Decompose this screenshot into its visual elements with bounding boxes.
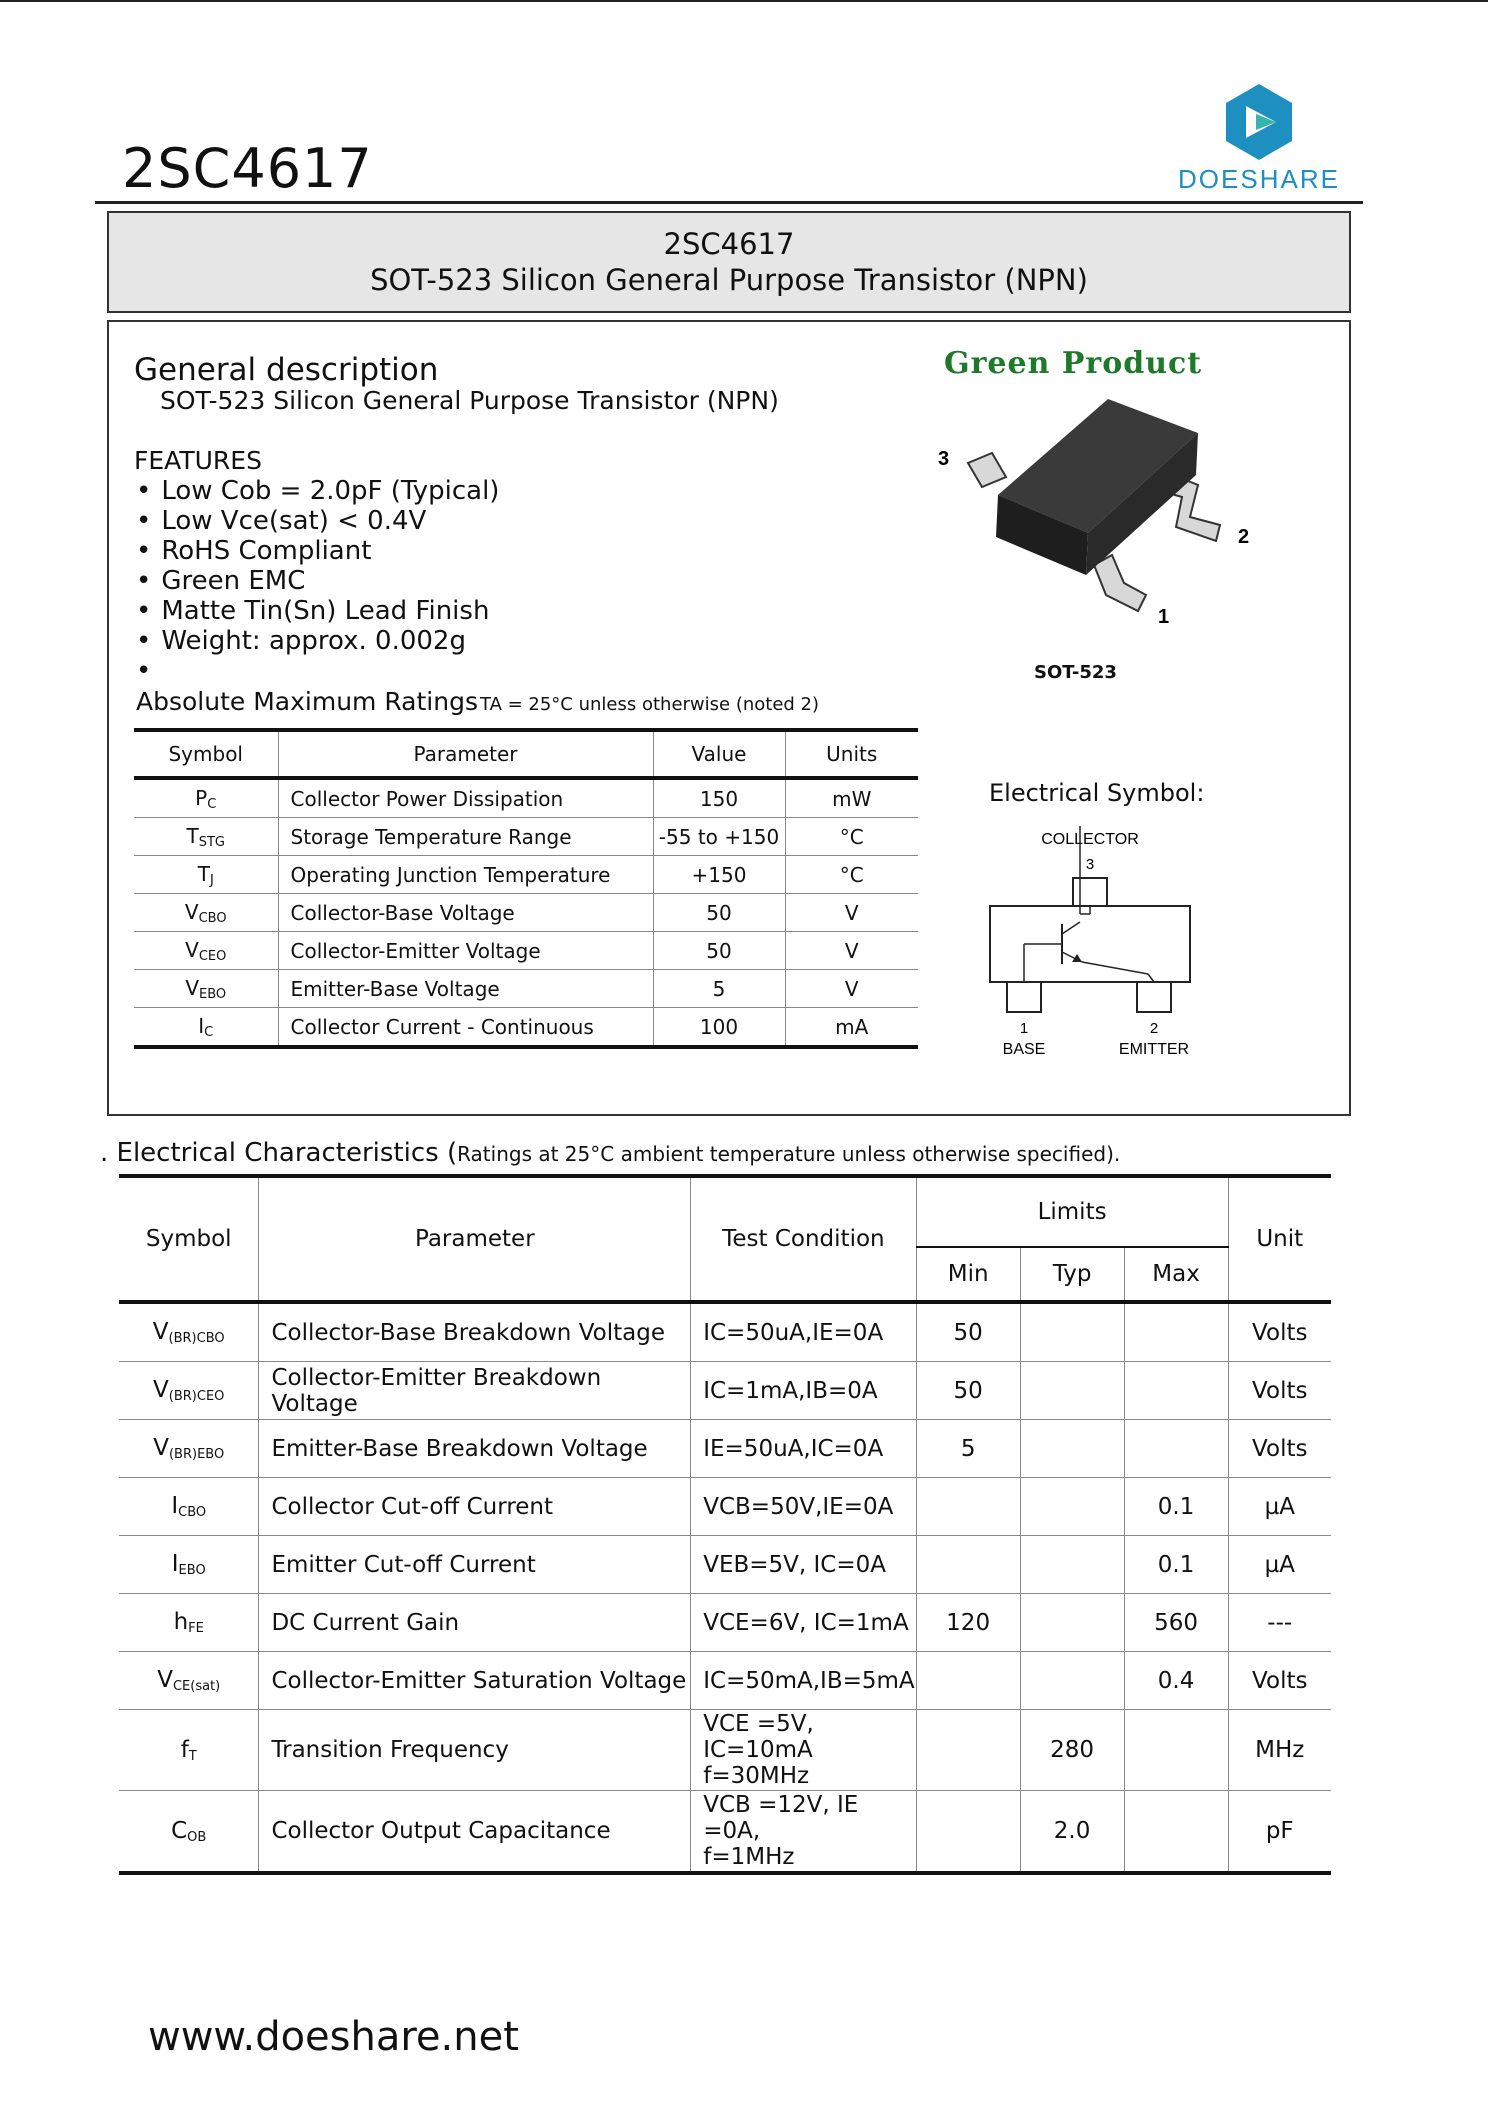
features-list: [136, 476, 499, 686]
symbol-text: T: [186, 823, 199, 848]
top-border: [0, 0, 1488, 2]
condition-cell: [691, 1652, 916, 1710]
table-row: [134, 778, 918, 818]
table-row: [119, 1652, 1331, 1710]
symbol-text: T: [197, 861, 210, 886]
ec-col-header: Parameter: [259, 1176, 691, 1302]
pin-label: 1: [1019, 1020, 1029, 1037]
symbol-text: h: [173, 1609, 189, 1635]
symbol-cell: [134, 1008, 278, 1048]
table-row: [119, 1478, 1331, 1536]
typ-cell: [1020, 1536, 1124, 1594]
condition-line: VCE=6V, IC=1mA: [703, 1609, 909, 1636]
symbol-subscript: C: [204, 1024, 214, 1040]
title-line-1: 2SC4617: [663, 227, 795, 261]
symbol-subscript: STG: [198, 834, 225, 850]
symbol-text: V: [157, 1667, 173, 1693]
symbol-cell: [119, 1652, 259, 1710]
parameter-cell: Emitter Cut-off Current: [259, 1536, 691, 1594]
parameter-cell: Collector-Emitter Breakdown Voltage: [259, 1362, 691, 1420]
unit-cell: °C: [785, 818, 918, 856]
symbol-subscript: EBO: [199, 986, 227, 1002]
table-row: [119, 1536, 1331, 1594]
ec-col-header: Max: [1124, 1247, 1228, 1302]
typ-cell: 2.0: [1020, 1791, 1124, 1874]
symbol-text: I: [171, 1551, 179, 1577]
ec-col-header: Typ: [1020, 1247, 1124, 1302]
symbol-subscript: CEO: [198, 948, 227, 964]
value-cell: 150: [653, 778, 785, 818]
max-cell: [1124, 1791, 1228, 1874]
electrical-characteristics-heading: [100, 1138, 1120, 1168]
amr-col-header: Parameter: [278, 730, 653, 778]
table-row: [134, 970, 918, 1008]
amr-col-header: Units: [785, 730, 918, 778]
symbol-text: P: [195, 785, 208, 810]
table-row: [134, 856, 918, 894]
pin-label: 2: [1149, 1020, 1159, 1037]
header-rule: [95, 201, 1363, 204]
min-cell: 120: [916, 1594, 1020, 1652]
parameter-cell: Collector-Base Breakdown Voltage: [259, 1302, 691, 1362]
condition-line: VEB=5V, IC=0A: [703, 1551, 887, 1578]
amr-heading: [136, 687, 819, 716]
feature-item: • RoHS Compliant: [136, 536, 499, 566]
typ-cell: [1020, 1302, 1124, 1362]
symbol-cell: [119, 1478, 259, 1536]
value-cell: -55 to +150: [653, 818, 785, 856]
min-cell: [916, 1652, 1020, 1710]
symbol-cell: [119, 1302, 259, 1362]
pin-label: 1: [1158, 606, 1170, 628]
feature-item: • Green EMC: [136, 566, 499, 596]
symbol-text: V: [153, 1435, 169, 1461]
general-description-heading: General description: [134, 352, 439, 388]
symbol-cell: [134, 818, 278, 856]
symbol-subscript: EBO: [178, 1563, 206, 1578]
condition-line: f=30MHz: [703, 1763, 810, 1789]
symbol-text: V: [184, 899, 199, 924]
condition-cell: [691, 1536, 916, 1594]
unit-cell: µA: [1228, 1536, 1331, 1594]
value-cell: 5: [653, 970, 785, 1008]
max-cell: [1124, 1302, 1228, 1362]
logo-wordmark: DOESHARE: [1178, 164, 1340, 194]
condition-line: IE=50uA,IC=0A: [703, 1435, 884, 1462]
package-label: SOT-523: [1034, 662, 1117, 683]
symbol-cell: [134, 970, 278, 1008]
absolute-maximum-ratings-table: [134, 728, 918, 1049]
feature-item: [136, 656, 499, 686]
symbol-text: V: [185, 937, 199, 962]
symbol-subscript: (BR)EBO: [168, 1447, 225, 1462]
symbol-subscript: C: [207, 796, 217, 812]
condition-line: IC=50mA,IB=5mA: [703, 1667, 915, 1694]
unit-cell: mW: [785, 778, 918, 818]
emitter-label: EMITTER: [1118, 1041, 1190, 1058]
title-box: [107, 211, 1351, 313]
typ-cell: [1020, 1362, 1124, 1420]
symbol-cell: [134, 932, 278, 970]
typ-cell: [1020, 1420, 1124, 1478]
pin-label: 2: [1238, 526, 1250, 548]
condition-line: VCE =5V, IC=10mA: [703, 1711, 814, 1763]
condition-cell: [691, 1791, 916, 1874]
pin-label: 3: [1085, 856, 1095, 873]
green-product-label: Green Product: [944, 346, 1203, 381]
condition-line: IC=50uA,IE=0A: [703, 1319, 884, 1346]
symbol-text: I: [198, 1013, 205, 1038]
unit-cell: ---: [1228, 1594, 1331, 1652]
unit-cell: Volts: [1228, 1362, 1331, 1420]
parameter-cell: Collector Cut-off Current: [259, 1478, 691, 1536]
symbol-text: C: [171, 1817, 188, 1844]
parameter-cell: Transition Frequency: [259, 1710, 691, 1791]
table-row: [119, 1594, 1331, 1652]
condition-line: f=1MHz: [703, 1844, 795, 1870]
symbol-cell: [119, 1536, 259, 1594]
max-cell: [1124, 1420, 1228, 1478]
parameter-cell: Emitter-Base Voltage: [278, 970, 653, 1008]
symbol-text: I: [171, 1493, 179, 1519]
symbol-cell: [134, 894, 278, 932]
symbol-subscript: T: [188, 1748, 197, 1764]
ec-col-header: Unit: [1228, 1176, 1331, 1302]
parameter-cell: Collector-Emitter Voltage: [278, 932, 653, 970]
symbol-subscript: CE(sat): [172, 1679, 221, 1694]
amr-col-header: Symbol: [134, 730, 278, 778]
symbol-subscript: CBO: [198, 910, 227, 926]
symbol-subscript: (BR)CEO: [168, 1389, 225, 1404]
table-row: [119, 1362, 1331, 1420]
unit-cell: V: [785, 970, 918, 1008]
condition-cell: [691, 1710, 916, 1791]
condition-line: VCB=50V,IE=0A: [703, 1493, 894, 1520]
symbol-subscript: (BR)CBO: [168, 1331, 225, 1346]
max-cell: [1124, 1362, 1228, 1420]
parameter-cell: DC Current Gain: [259, 1594, 691, 1652]
symbol-text: V: [185, 975, 200, 1000]
feature-item: • Matte Tin(Sn) Lead Finish: [136, 596, 499, 626]
unit-cell: Volts: [1228, 1420, 1331, 1478]
parameter-cell: Collector-Emitter Saturation Voltage: [259, 1652, 691, 1710]
amr-title: Absolute Maximum Ratings: [136, 687, 478, 716]
condition-line: IC=1mA,IB=0A: [703, 1377, 878, 1404]
typ-cell: [1020, 1594, 1124, 1652]
unit-cell: µA: [1228, 1478, 1331, 1536]
symbol-cell: [119, 1710, 259, 1791]
max-cell: 0.4: [1124, 1652, 1228, 1710]
max-cell: 560: [1124, 1594, 1228, 1652]
parameter-cell: Collector Current - Continuous: [278, 1008, 653, 1048]
symbol-subscript: J: [209, 872, 214, 888]
transistor-symbol: [980, 826, 1210, 1066]
table-row: [119, 1791, 1331, 1874]
condition-cell: [691, 1478, 916, 1536]
amr-note: TA = 25°C unless otherwise (noted 2): [479, 694, 820, 715]
unit-cell: Volts: [1228, 1652, 1331, 1710]
min-cell: 5: [916, 1420, 1020, 1478]
unit-cell: Volts: [1228, 1302, 1331, 1362]
unit-cell: V: [785, 894, 918, 932]
symbol-subscript: CBO: [178, 1505, 207, 1520]
parameter-cell: Operating Junction Temperature: [278, 856, 653, 894]
part-number-title: 2SC4617: [122, 137, 373, 200]
title-line-2: SOT-523 Silicon General Purpose Transistor (NPN): [370, 263, 1088, 297]
ec-limits-header: Limits: [916, 1176, 1228, 1247]
typ-cell: [1020, 1652, 1124, 1710]
electrical-characteristics-table: [119, 1174, 1331, 1875]
condition-cell: [691, 1302, 916, 1362]
min-cell: 50: [916, 1362, 1020, 1420]
symbol-cell: [134, 856, 278, 894]
doeshare-logo: [1156, 78, 1362, 198]
max-cell: 0.1: [1124, 1536, 1228, 1594]
value-cell: 100: [653, 1008, 785, 1048]
table-row: [134, 932, 918, 970]
symbol-subscript: OB: [187, 1829, 207, 1845]
unit-cell: MHz: [1228, 1710, 1331, 1791]
min-cell: [916, 1478, 1020, 1536]
unit-cell: °C: [785, 856, 918, 894]
symbol-text: V: [152, 1319, 169, 1345]
symbol-cell: [134, 778, 278, 818]
general-description-text: SOT-523 Silicon General Purpose Transistor (NPN): [160, 386, 779, 415]
feature-item: • Low Cob = 2.0pF (Typical): [136, 476, 499, 506]
min-cell: [916, 1791, 1020, 1874]
table-row: [134, 1008, 918, 1048]
symbol-cell: [119, 1420, 259, 1478]
table-row: [119, 1710, 1331, 1791]
value-cell: 50: [653, 932, 785, 970]
feature-item: • Weight: approx. 0.002g: [136, 626, 499, 656]
symbol-cell: [119, 1362, 259, 1420]
value-cell: +150: [653, 856, 785, 894]
parameter-cell: Collector Output Capacitance: [259, 1791, 691, 1874]
table-row: [134, 894, 918, 932]
symbol-cell: [119, 1791, 259, 1874]
ec-title: . Electrical Characteristics (: [100, 1138, 458, 1168]
min-cell: 50: [916, 1302, 1020, 1362]
symbol-text: V: [153, 1377, 169, 1403]
ec-col-header: Min: [916, 1247, 1020, 1302]
typ-cell: [1020, 1478, 1124, 1536]
condition-cell: [691, 1420, 916, 1478]
symbol-text: f: [180, 1736, 189, 1763]
symbol-outline: [990, 906, 1190, 982]
parameter-cell: Storage Temperature Range: [278, 818, 653, 856]
amr-col-header: Value: [653, 730, 785, 778]
parameter-cell: Emitter-Base Breakdown Voltage: [259, 1420, 691, 1478]
footer-url[interactable]: www.doeshare.net: [148, 2014, 519, 2060]
typ-cell: 280: [1020, 1710, 1124, 1791]
base-label: BASE: [1002, 1041, 1046, 1058]
parameter-cell: Collector-Base Voltage: [278, 894, 653, 932]
value-cell: 50: [653, 894, 785, 932]
electrical-symbol-heading: Electrical Symbol:: [989, 779, 1205, 807]
symbol-subscript: FE: [188, 1621, 204, 1636]
table-row: [119, 1420, 1331, 1478]
unit-cell: pF: [1228, 1791, 1331, 1874]
ec-col-header: Symbol: [119, 1176, 259, 1302]
parameter-cell: Collector Power Dissipation: [278, 778, 653, 818]
pin-label: 3: [938, 448, 950, 470]
condition-line: VCB =12V, IE =0A,: [703, 1792, 859, 1844]
table-row: [134, 818, 918, 856]
ec-note: Ratings at 25°C ambient temperature unless otherwise specified).: [457, 1142, 1121, 1166]
package-lead: [968, 453, 1006, 487]
max-cell: 0.1: [1124, 1478, 1228, 1536]
features-heading: FEATURES: [134, 446, 262, 475]
symbol-cell: [119, 1594, 259, 1652]
min-cell: [916, 1710, 1020, 1791]
sot523-package-image: [928, 385, 1268, 685]
min-cell: [916, 1536, 1020, 1594]
unit-cell: mA: [785, 1008, 918, 1048]
ec-col-header: Test Condition: [691, 1176, 916, 1302]
package-lead: [1094, 555, 1146, 611]
collector-label: COLLECTOR: [1041, 831, 1139, 848]
max-cell: [1124, 1710, 1228, 1791]
feature-item: • Low Vce(sat) < 0.4V: [136, 506, 499, 536]
table-row: [119, 1302, 1331, 1362]
condition-cell: [691, 1362, 916, 1420]
condition-cell: [691, 1594, 916, 1652]
unit-cell: V: [785, 932, 918, 970]
